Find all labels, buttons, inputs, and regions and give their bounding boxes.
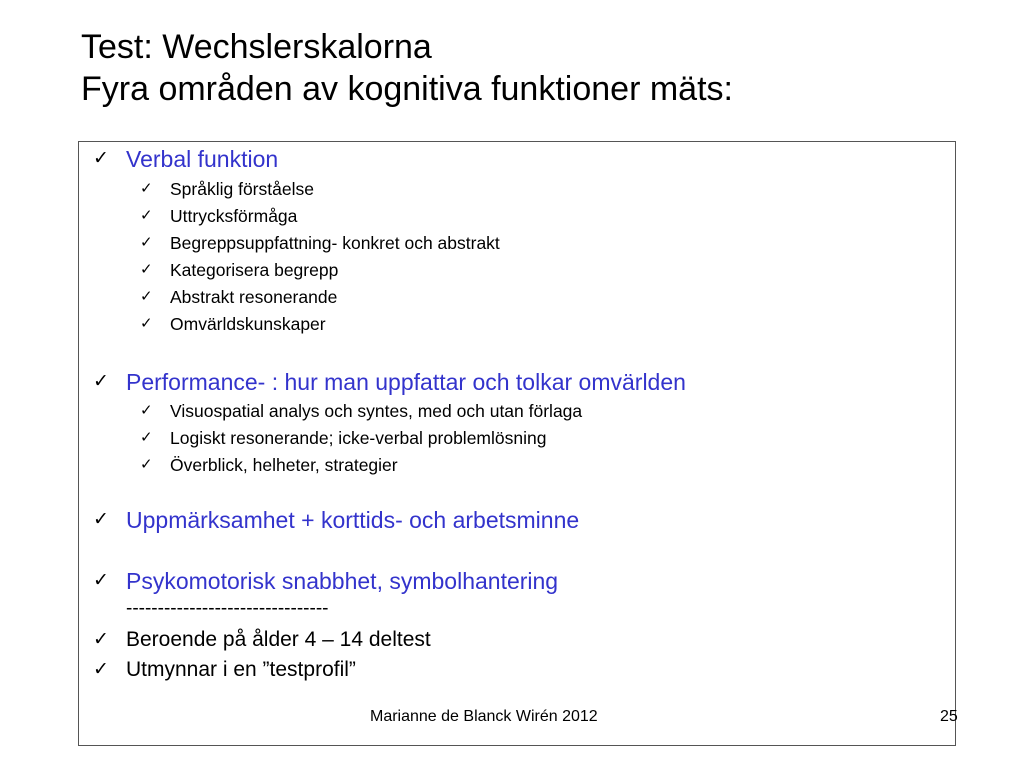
section-verbal-heading xyxy=(93,145,279,173)
checkmark-icon: ✓ xyxy=(93,371,109,392)
list-item-text: Abstrakt resonerande xyxy=(170,287,338,307)
checkmark-icon: ✓ xyxy=(93,629,109,650)
checkmark-icon: ✓ xyxy=(140,288,153,305)
section-heading-text: Uppmärksamhet + korttids- och arbetsminne xyxy=(126,507,580,533)
checkmark-icon: ✓ xyxy=(93,509,109,530)
list-item xyxy=(140,400,583,422)
checkmark-icon: ✓ xyxy=(140,180,153,197)
note-item xyxy=(93,626,431,654)
checkmark-icon: ✓ xyxy=(93,148,109,169)
section-psychomotor-heading xyxy=(93,567,559,595)
checkmark-icon: ✓ xyxy=(140,315,153,332)
list-item-text: Kategorisera begrepp xyxy=(170,260,339,280)
checkmark-icon: ✓ xyxy=(140,456,153,473)
page-number: 25 xyxy=(940,708,958,725)
note-text: Utmynnar i en ”testprofil” xyxy=(126,658,356,681)
note-text: Beroende på ålder 4 – 14 deltest xyxy=(126,628,431,651)
list-item xyxy=(140,427,547,449)
list-item-text: Visuospatial analys och syntes, med och utan förlaga xyxy=(170,401,583,421)
list-item-text: Begreppsuppfattning- konkret och abstrakt xyxy=(170,233,500,253)
footer-author: Marianne de Blanck Wirén 2012 xyxy=(370,708,598,725)
list-item xyxy=(140,313,326,335)
checkmark-icon: ✓ xyxy=(93,570,109,591)
list-item xyxy=(140,205,298,227)
list-item xyxy=(140,259,339,281)
slide-title xyxy=(81,26,733,110)
section-performance-heading xyxy=(93,368,686,396)
list-item xyxy=(140,286,338,308)
list-item xyxy=(140,454,398,476)
note-item xyxy=(93,656,356,684)
section-memory-heading xyxy=(93,506,580,534)
list-item-text: Uttrycksförmåga xyxy=(170,206,298,226)
checkmark-icon: ✓ xyxy=(140,402,153,419)
checkmark-icon: ✓ xyxy=(140,234,153,251)
checkmark-icon: ✓ xyxy=(140,429,153,446)
list-item xyxy=(140,178,314,200)
separator-line: -------------------------------- xyxy=(126,598,329,619)
checkmark-icon: ✓ xyxy=(140,261,153,278)
checkmark-icon: ✓ xyxy=(140,207,153,224)
section-heading-text: Psykomotorisk snabbhet, symbolhantering xyxy=(126,568,559,594)
checkmark-icon: ✓ xyxy=(93,659,109,680)
slide-title-line-2: Fyra områden av kognitiva funktioner mäts: xyxy=(81,70,733,108)
slide-title-line-1: Test: Wechslerskalorna xyxy=(81,28,432,66)
list-item-text: Omvärldskunskaper xyxy=(170,314,326,334)
list-item-text: Logiskt resonerande; icke-verbal problemlösning xyxy=(170,428,547,448)
section-heading-text: Verbal funktion xyxy=(126,146,279,172)
list-item-text: Överblick, helheter, strategier xyxy=(170,455,398,475)
list-item xyxy=(140,232,500,254)
section-heading-text: Performance- : hur man uppfattar och tolkar omvärlden xyxy=(126,369,686,395)
list-item-text: Språklig förståelse xyxy=(170,179,314,199)
